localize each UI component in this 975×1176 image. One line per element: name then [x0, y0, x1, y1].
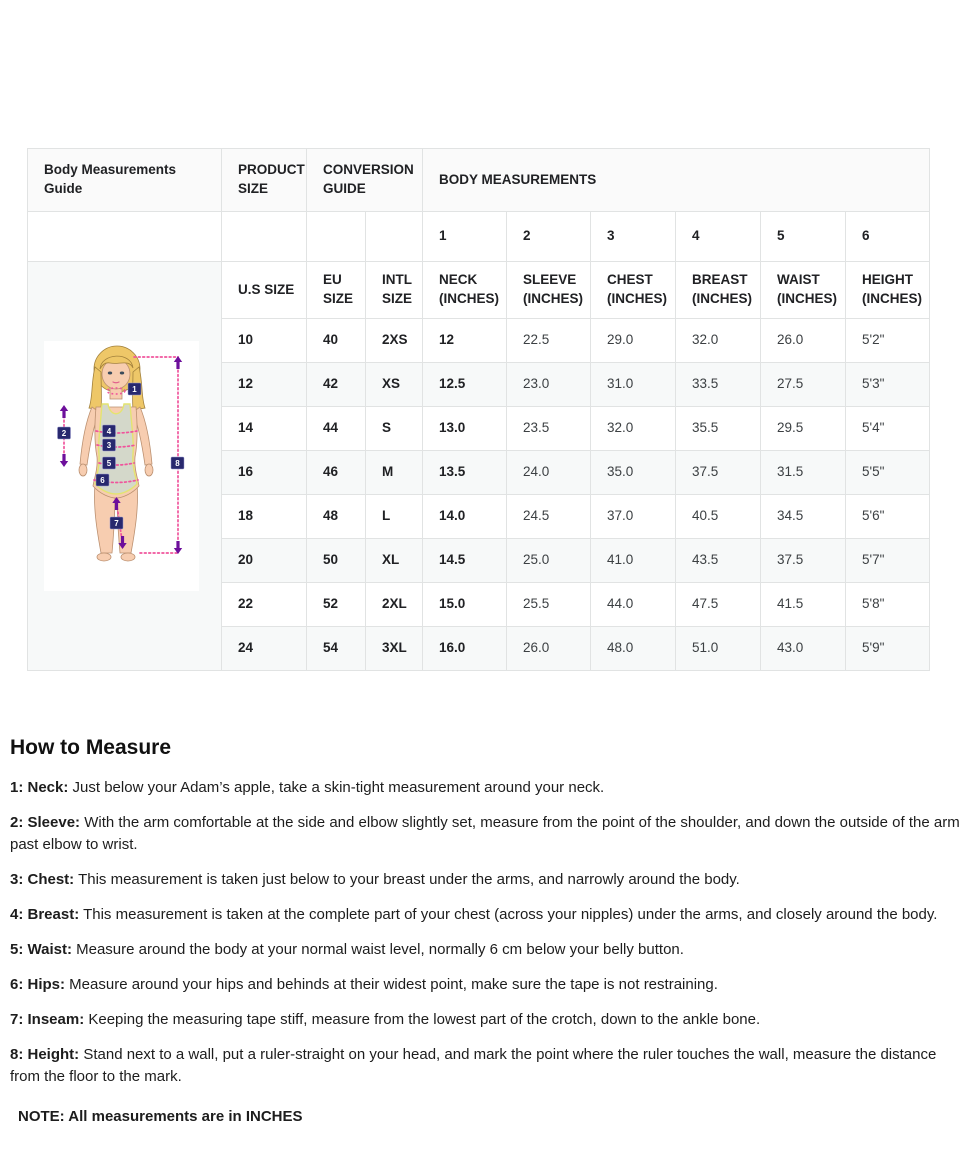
size-cell: 42 [307, 363, 366, 407]
size-cell: 23.0 [507, 363, 591, 407]
sleeve-arrow-down [60, 454, 68, 467]
svg-text:4: 4 [106, 427, 112, 436]
size-cell: 13.5 [423, 451, 507, 495]
size-cell: 37.0 [591, 495, 676, 539]
size-cell: 41.0 [591, 539, 676, 583]
label-chip-1 [128, 383, 141, 395]
size-cell: 2XS [366, 319, 423, 363]
measurement-number: 3 [591, 212, 676, 262]
column-header: U.S SIZE [222, 262, 307, 319]
size-cell: XL [366, 539, 423, 583]
column-header: INTL SIZE [366, 262, 423, 319]
body-figure-illustration [44, 341, 199, 591]
size-cell: L [366, 495, 423, 539]
svg-text:8: 8 [175, 459, 180, 468]
measurement-number-row [28, 212, 930, 262]
group-header: BODY MEASUREMENTS [423, 149, 930, 212]
size-cell: 22 [222, 583, 307, 627]
size-cell: 25.0 [507, 539, 591, 583]
right-foot [121, 553, 135, 561]
column-header: CHEST (INCHES) [591, 262, 676, 319]
right-eye [120, 372, 124, 375]
size-cell: 26.0 [761, 319, 846, 363]
size-cell: 29.0 [591, 319, 676, 363]
size-cell: 2XL [366, 583, 423, 627]
size-cell: 48.0 [591, 627, 676, 671]
spacer-cell [307, 212, 366, 262]
size-cell: 32.0 [591, 407, 676, 451]
measurement-number: 2 [507, 212, 591, 262]
height-arrow-down [174, 541, 182, 554]
measurement-number: 6 [846, 212, 930, 262]
measure-instruction: 5: Waist: Measure around the body at your normal waist level, normally 6 cm below your belly button. [10, 940, 684, 958]
size-cell: 43.0 [761, 627, 846, 671]
size-cell: M [366, 451, 423, 495]
size-cell: 14.5 [423, 539, 507, 583]
left-eye [108, 372, 112, 375]
svg-text:5: 5 [106, 459, 112, 468]
size-cell: 35.5 [676, 407, 761, 451]
size-cell: S [366, 407, 423, 451]
size-cell: 24.5 [507, 495, 591, 539]
hair-lock-left [89, 367, 101, 410]
label-chip-8 [171, 457, 184, 469]
size-cell: 33.5 [676, 363, 761, 407]
size-cell: 18 [222, 495, 307, 539]
spacer-cell [366, 212, 423, 262]
measure-instruction: 7: Inseam: Keeping the measuring tape stiff, measure from the lowest part of the crotch, down to the ankle bone. [10, 1011, 761, 1029]
size-cell: 23.5 [507, 407, 591, 451]
column-header-row [28, 262, 930, 319]
label-chip-4 [103, 425, 116, 437]
spacer-cell [222, 212, 307, 262]
size-cell: 5'5" [846, 451, 930, 495]
measurement-number: 1 [423, 212, 507, 262]
size-cell: 43.5 [676, 539, 761, 583]
size-cell: 26.0 [507, 627, 591, 671]
size-cell: 40.5 [676, 495, 761, 539]
column-header: HEIGHT (INCHES) [846, 262, 930, 319]
size-cell: 37.5 [676, 451, 761, 495]
right-hand [145, 464, 153, 476]
size-cell: 31.0 [591, 363, 676, 407]
measure-instruction: 3: Chest: This measurement is taken just below to your breast under the arms, and narrowly around the body. [10, 870, 740, 888]
size-cell: 14.0 [423, 495, 507, 539]
body-measurements-table [27, 148, 930, 671]
group-header-row [28, 149, 930, 212]
left-foot [97, 553, 111, 561]
table-title: Body Measurements Guide [28, 149, 222, 212]
group-header: PRODUCT SIZE [222, 149, 307, 212]
size-cell: 15.0 [423, 583, 507, 627]
size-cell: 12 [423, 319, 507, 363]
size-cell: 34.5 [761, 495, 846, 539]
size-cell: 5'4" [846, 407, 930, 451]
group-header: CONVERSION GUIDE [307, 149, 423, 212]
measurement-number: 4 [676, 212, 761, 262]
size-cell: 12.5 [423, 363, 507, 407]
spacer-cell [28, 212, 222, 262]
measure-instruction: 8: Height: Stand next to a wall, put a ruler-straight on your head, and mark the point where the ruler touches the wall, measure the distance from the floor to the mark. [10, 1046, 937, 1085]
column-header: NECK (INCHES) [423, 262, 507, 319]
size-cell: 5'9" [846, 627, 930, 671]
body-figure-image [44, 341, 199, 591]
label-chip-6 [96, 474, 109, 486]
size-cell: 46 [307, 451, 366, 495]
sleeve-arrow-up [60, 405, 68, 418]
size-cell: 31.5 [761, 451, 846, 495]
svg-text:6: 6 [100, 476, 105, 485]
size-cell: 22.5 [507, 319, 591, 363]
size-cell: 35.0 [591, 451, 676, 495]
size-cell: 40 [307, 319, 366, 363]
svg-text:3: 3 [106, 441, 112, 450]
svg-text:1: 1 [132, 385, 137, 394]
size-cell: 10 [222, 319, 307, 363]
left-hand [79, 464, 87, 476]
size-cell: 54 [307, 627, 366, 671]
how-to-measure-list [10, 777, 966, 1087]
how-to-measure-title: How to Measure [10, 736, 172, 759]
size-cell: 44 [307, 407, 366, 451]
size-cell: 3XL [366, 627, 423, 671]
size-cell: 14 [222, 407, 307, 451]
measure-instruction: 6: Hips: Measure around your hips and behinds at their widest point, make sure the tape is not restraining. [10, 976, 718, 994]
size-cell: 20 [222, 539, 307, 583]
size-cell: 44.0 [591, 583, 676, 627]
measurements-note: NOTE: All measurements are in INCHES [18, 1108, 303, 1126]
svg-text:2: 2 [61, 429, 67, 438]
measurement-number: 5 [761, 212, 846, 262]
measure-instruction: 1: Neck: Just below your Adam’s apple, take a skin-tight measurement around your neck. [10, 779, 605, 796]
size-cell: 41.5 [761, 583, 846, 627]
height-arrow-up [174, 356, 182, 369]
svg-text:7: 7 [114, 519, 119, 528]
column-header: SLEEVE (INCHES) [507, 262, 591, 319]
size-cell: 5'7" [846, 539, 930, 583]
column-header: WAIST (INCHES) [761, 262, 846, 319]
size-cell: 37.5 [761, 539, 846, 583]
size-cell: 12 [222, 363, 307, 407]
size-cell: 24 [222, 627, 307, 671]
figure-cell [28, 262, 222, 671]
column-header: BREAST (INCHES) [676, 262, 761, 319]
size-cell: 5'8" [846, 583, 930, 627]
size-cell: 27.5 [761, 363, 846, 407]
size-cell: 48 [307, 495, 366, 539]
label-chip-7 [110, 517, 123, 529]
size-cell: 24.0 [507, 451, 591, 495]
measure-instruction: 2: Sleeve: With the arm comfortable at the side and elbow slightly set, measure from the point of the shoulder, and down the outside of the arm past elbow to wrist. [10, 814, 960, 853]
size-cell: 29.5 [761, 407, 846, 451]
measure-instruction: 4: Breast: This measurement is taken at the complete part of your chest (across your nipples) under the arms, and closely around the body. [10, 905, 938, 923]
label-chip-2 [58, 427, 71, 439]
size-cell: XS [366, 363, 423, 407]
size-cell: 51.0 [676, 627, 761, 671]
size-cell: 32.0 [676, 319, 761, 363]
size-cell: 13.0 [423, 407, 507, 451]
size-cell: 16.0 [423, 627, 507, 671]
label-chip-5 [103, 457, 116, 469]
how-to-measure-section [10, 736, 966, 1125]
size-table-container [27, 148, 930, 671]
column-header: EU SIZE [307, 262, 366, 319]
label-chip-3 [103, 439, 116, 451]
size-cell: 25.5 [507, 583, 591, 627]
size-cell: 47.5 [676, 583, 761, 627]
size-cell: 5'6" [846, 495, 930, 539]
size-cell: 52 [307, 583, 366, 627]
size-cell: 5'3" [846, 363, 930, 407]
size-cell: 50 [307, 539, 366, 583]
size-cell: 16 [222, 451, 307, 495]
size-cell: 5'2" [846, 319, 930, 363]
